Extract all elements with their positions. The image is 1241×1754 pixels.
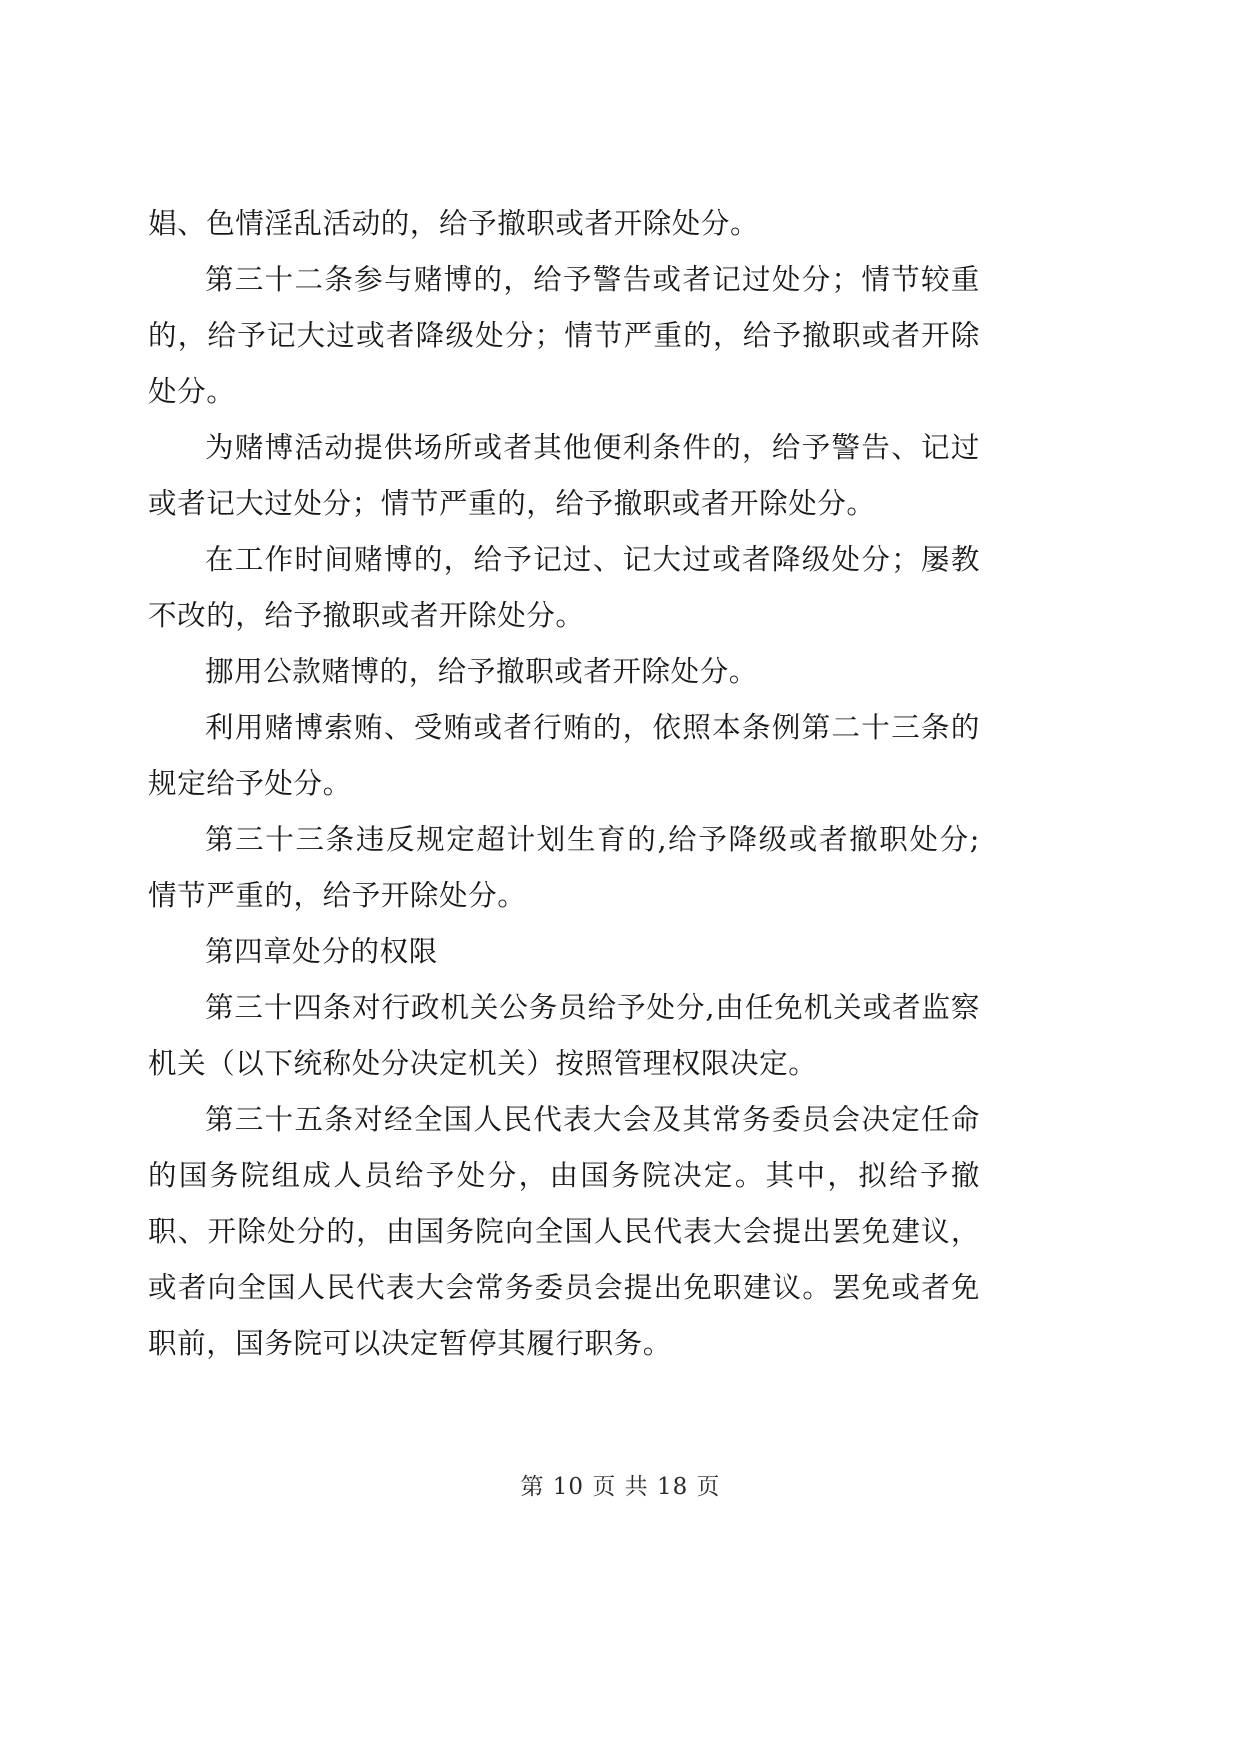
paragraph: 娼、色情淫乱活动的，给予撤职或者开除处分。 bbox=[148, 207, 760, 240]
paragraph: 第三十三条违反规定超计划生育的,给予降级或者撤职处分;情节严重的，给予开除处分。 bbox=[148, 823, 980, 912]
paragraph: 第三十五条对经全国人民代表大会及其常务委员会决定任命的国务院组成人员给予处分，由国务院决定。其中，拟给予撤职、开除处分的，由国务院向全国人民代表大会提出罢免建议，或者向全国人民代表大会常务委员会提出免职建议。罢免或者免职前，国务院可以决定暂停其履行职务。 bbox=[148, 1103, 980, 1360]
paragraph: 为赌博活动提供场所或者其他便利条件的，给予警告、记过或者记大过处分；情节严重的，给予撤职或者开除处分。 bbox=[148, 431, 980, 520]
paragraph: 第三十二条参与赌博的，给予警告或者记过处分；情节较重的，给予记大过或者降级处分；情节严重的，给予撤职或者开除处分。 bbox=[148, 263, 980, 408]
paragraph: 利用赌博索贿、受贿或者行贿的，依照本条例第二十三条的规定给予处分。 bbox=[148, 711, 980, 800]
document-body bbox=[148, 196, 980, 1372]
page-number-label: 第 10 页 共 18 页 bbox=[520, 1474, 721, 1500]
paragraph: 在工作时间赌博的，给予记过、记大过或者降级处分；屡教不改的，给予撤职或者开除处分。 bbox=[148, 543, 980, 632]
paragraph: 第四章处分的权限 bbox=[205, 935, 438, 968]
paragraph: 第三十四条对行政机关公务员给予处分,由任免机关或者监察机关（以下统称处分决定机关）按照管理权限决定。 bbox=[148, 991, 980, 1080]
paragraph: 挪用公款赌博的，给予撤职或者开除处分。 bbox=[205, 655, 758, 688]
page-footer bbox=[0, 1468, 1241, 1501]
